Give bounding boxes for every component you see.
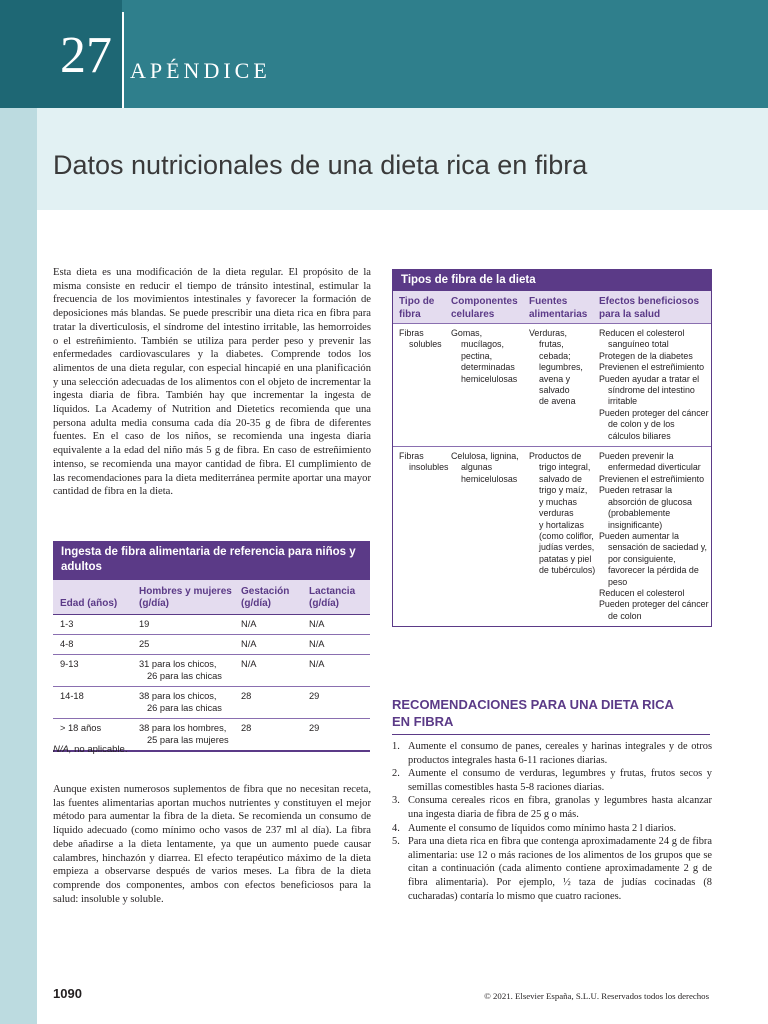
effect-item: Previenen el estreñimiento — [599, 362, 705, 373]
effect-item: Pueden aumentar la sensación de saciedad y, por consiguiente, favorecer la pérdida de peso — [599, 530, 708, 587]
source-line: y muchas — [539, 496, 577, 507]
source-line: Productos de — [529, 451, 582, 462]
second-paragraph: Aunque existen numerosos suplementos de fibra que no necesitan receta, las fuentes alimentarias aportan muchos nutrientes y constituyen el mejor método para aumentar la fibra de la dieta. Se recomienda un consumo de líquido adecuado (como mínimo ocho vasos de 237 ml al día). La fibra debe añadirse a la dieta lentamente, ya que un aumento puede causar calambres, hinchazón y diarrea. El efecto terapéutico máximo de la dieta empieza a observarse después de varios meses. La fibra de la dieta comprende dos componentes, ambos con efectos beneficiosos para la salud: insoluble y soluble. — [53, 784, 371, 905]
lactation-cell: N/A — [309, 659, 325, 669]
fiber-type-line: Fibras — [399, 328, 424, 338]
copyright-notice: © 2021. Elsevier España, S.L.U. Reservados todos los derechos — [484, 991, 709, 1001]
source-line: Verduras, — [529, 328, 567, 338]
men-women-line: 38 para los hombres, — [139, 723, 227, 733]
header-fiber-type: Tipo de fibra — [399, 296, 435, 320]
fiber-types-table — [392, 269, 712, 627]
effects-cell — [599, 451, 709, 622]
recommendations-list — [392, 740, 712, 903]
table-row — [393, 323, 711, 446]
page-title: Datos nutricionales de una dieta rica en fibra — [53, 150, 588, 180]
fiber-type-line: insolubles — [409, 462, 449, 473]
effect-item: Pueden retrasar la absorción de glucosa (probablemente insignificante) — [599, 485, 692, 530]
footnote-abbr: N/A, — [53, 744, 72, 755]
recommendation-number: 1. — [392, 741, 400, 752]
fiber-intake-table — [53, 541, 370, 752]
lactation-cell: N/A — [309, 639, 325, 649]
men-women-cell — [139, 618, 241, 630]
men-women-line: 25 — [139, 639, 150, 649]
source-line: de avena — [539, 396, 576, 407]
component-line: Celulosa, lignina, — [451, 451, 519, 462]
source-line: avena y — [539, 373, 571, 384]
men-women-cell — [139, 722, 241, 746]
men-women-cell — [139, 638, 241, 650]
effect-item: Reducen el colesterol — [599, 587, 685, 598]
footnote-text: no aplicable. — [71, 744, 128, 755]
pregnancy-cell: 28 — [241, 691, 252, 701]
source-line: salvado de — [539, 473, 582, 484]
men-women-line: 26 para las chicas — [147, 703, 222, 713]
recommendation-text: Aumente el consumo de verduras, legumbres y frutas, frutos secos y semillas comestibles hasta 5-8 raciones diarias. — [408, 768, 712, 793]
recommendation-number: 5. — [392, 836, 400, 848]
men-women-cell — [139, 658, 241, 682]
fiber-table-title: Tipos de fibra de la dieta — [393, 269, 711, 291]
men-women-cell — [139, 690, 241, 714]
source-line: verduras — [539, 508, 574, 519]
table-row — [53, 635, 370, 655]
lactation-cell: 29 — [309, 723, 320, 733]
components-cell — [451, 328, 529, 442]
header-sources: Fuentes alimentarias — [529, 296, 588, 320]
pregnancy-cell: N/A — [241, 639, 257, 649]
source-line: patatas y piel — [539, 553, 592, 564]
source-line: trigo y maíz, — [539, 485, 588, 496]
page-number: 1090 — [53, 986, 82, 1001]
source-line: trigo integral, — [539, 462, 591, 473]
component-line: mucílagos, — [461, 339, 504, 350]
component-line: Gomas, — [451, 328, 483, 338]
fiber-table-body — [393, 323, 711, 626]
source-line: de tubérculos) — [539, 565, 596, 576]
pregnancy-cell: N/A — [241, 659, 257, 669]
pregnancy-cell: 28 — [241, 723, 252, 733]
effect-item: Pueden proteger del cáncer de colon — [599, 599, 709, 621]
header-components: Componentes celulares — [451, 296, 518, 320]
component-line: determinadas — [461, 362, 515, 373]
effect-item: Pueden proteger del cáncer de colon y de los cálculos biliares — [599, 407, 709, 441]
source-line: frutas, — [539, 339, 564, 350]
men-women-line: 38 para los chicos, — [139, 691, 217, 701]
recommendation-text: Para una dieta rica en fibra que contenga aproximadamente 24 g de fibra alimentaria: use 12 o más raciones de los alimentos de los grupos que se citan a continuación (cada alimento contiene aproximadamente 2 g de fibra alimentaria). Por ejemplo, ½ taza de judías cocinadas (8 cucharadas) contaría lo mismo que cuatro raciones. — [408, 836, 712, 902]
sources-cell — [529, 328, 599, 442]
effects-cell — [599, 328, 709, 442]
source-line: salvado — [539, 385, 570, 396]
header-pregnancy: Gestación (g/día) — [241, 586, 290, 609]
component-line: hemicelulosas — [461, 473, 518, 484]
effect-item: Reducen el colesterol sanguíneo total — [599, 328, 685, 350]
age-cell: 1-3 — [60, 619, 74, 629]
fiber-type-line: Fibras — [399, 451, 424, 462]
age-cell: 4-8 — [60, 639, 74, 649]
header-lactation: Lactancia (g/día) — [309, 586, 356, 609]
effect-item: Pueden prevenir la enfermedad diverticular — [599, 451, 701, 473]
men-women-line: 25 para las mujeres — [147, 735, 229, 745]
recommendations-title: RECOMENDACIONES PARA UNA DIETA RICA EN FIBRA — [392, 697, 674, 729]
source-line: legumbres, — [539, 362, 583, 373]
component-line: hemicelulosas — [461, 373, 518, 384]
recommendation-number: 3. — [392, 795, 400, 807]
fiber-type-cell — [393, 451, 451, 622]
components-cell — [451, 451, 529, 622]
pregnancy-cell: N/A — [241, 619, 257, 629]
recommendation-item — [392, 767, 712, 794]
effect-item: Previenen el estreñimiento — [599, 473, 705, 484]
recommendation-text: Consuma cereales ricos en fibra, granolas y legumbres hasta alcanzar una ingesta diaria de fibra de 25 g o más. — [408, 795, 712, 820]
source-line: (como coliflor, — [539, 530, 594, 541]
header-effects: Efectos beneficiosos para la salud — [599, 296, 700, 320]
component-line: algunas — [461, 462, 493, 473]
men-women-line: 19 — [139, 619, 150, 629]
table-footnote — [53, 744, 127, 755]
recommendation-number: 2. — [392, 768, 400, 780]
fiber-table-header — [393, 291, 711, 323]
intro-paragraph: Esta dieta es una modificación de la dieta regular. El propósito de la misma consiste en reducir el tiempo de tránsito intestinal, estimular la frecuencia de los movimientos intestinales y favorecer la formación de deposiciones más blandas. Se puede prescribir una dieta rica en fibra para tratar la diverticulosis, el síndrome del intestino irritable, las hemorroides o el estreñimiento. También se utiliza para perder peso y prevenir las enfermedades cardiovasculares y la diabetes. Comprende todos los alimentos de una dieta regular, con especial hincapié en una planificación y una selección adecuadas de los alimentos con el objeto de incrementar la ingesta diaria de fibra. También hay que incrementar la ingesta de líquidos. La Academy of Nutrition and Dietetics recomienda que una persona adulta media consuma cada día 20-35 g de fibra de diferentes fuentes. En el caso de los niños, se recomienda una ingesta diaria equivalente a la edad del niño más 5 g de fibra. En caso de estreñimiento intenso, se recomienda una mayor cantidad de fibra. El cumplimiento de las recomendaciones para la dieta mediterránea permite aportar una mayor cantidad de fibra en la dieta. — [53, 267, 371, 498]
intake-table-title: Ingesta de fibra alimentaria de referencia para niños y adultos — [53, 541, 370, 580]
intake-table-body — [53, 615, 370, 750]
fiber-type-cell — [393, 328, 451, 442]
lactation-cell: N/A — [309, 619, 325, 629]
men-women-line: 26 para las chicas — [147, 671, 222, 681]
recommendation-text: Aumente el consumo de panes, cereales y harinas integrales y de otros productos integrales hasta 6-11 raciones diarias. — [408, 741, 712, 766]
recommendation-item — [392, 822, 712, 836]
side-margin-bar — [0, 0, 37, 1024]
men-women-line: 31 para los chicos, — [139, 659, 217, 669]
effect-item: Protegen de la diabetes — [599, 350, 693, 361]
source-line: cebada; — [539, 350, 571, 361]
sources-cell — [529, 451, 599, 622]
table-row — [53, 615, 370, 635]
recommendation-item — [392, 740, 712, 767]
source-line: judías verdes, — [539, 542, 595, 553]
source-line: y hortalizas — [539, 519, 584, 530]
fiber-type-line: solubles — [409, 339, 442, 350]
component-line: pectina, — [461, 350, 493, 361]
chapter-number: 27 — [60, 27, 112, 84]
intake-table-header — [53, 580, 370, 615]
lactation-cell: 29 — [309, 691, 320, 701]
age-cell: 9-13 — [60, 659, 79, 669]
recommendation-item — [392, 835, 712, 903]
header-divider — [122, 12, 124, 108]
effect-item: Pueden ayudar a tratar el síndrome del intestino irritable — [599, 373, 700, 407]
header-age: Edad (años) — [60, 598, 118, 609]
recommendations-rule — [392, 734, 710, 735]
age-cell: > 18 años — [60, 723, 102, 733]
recommendation-item — [392, 794, 712, 821]
table-row — [53, 687, 370, 719]
recommendation-number: 4. — [392, 822, 400, 834]
recommendation-text: Aumente el consumo de líquidos como mínimo hasta 2 l diarios. — [408, 822, 677, 834]
age-cell: 14-18 — [60, 691, 84, 701]
table-row — [53, 655, 370, 687]
table-row — [393, 446, 711, 626]
header-men-women: Hombres y mujeres (g/día) — [139, 586, 232, 609]
section-label: APÉNDICE — [130, 58, 271, 83]
